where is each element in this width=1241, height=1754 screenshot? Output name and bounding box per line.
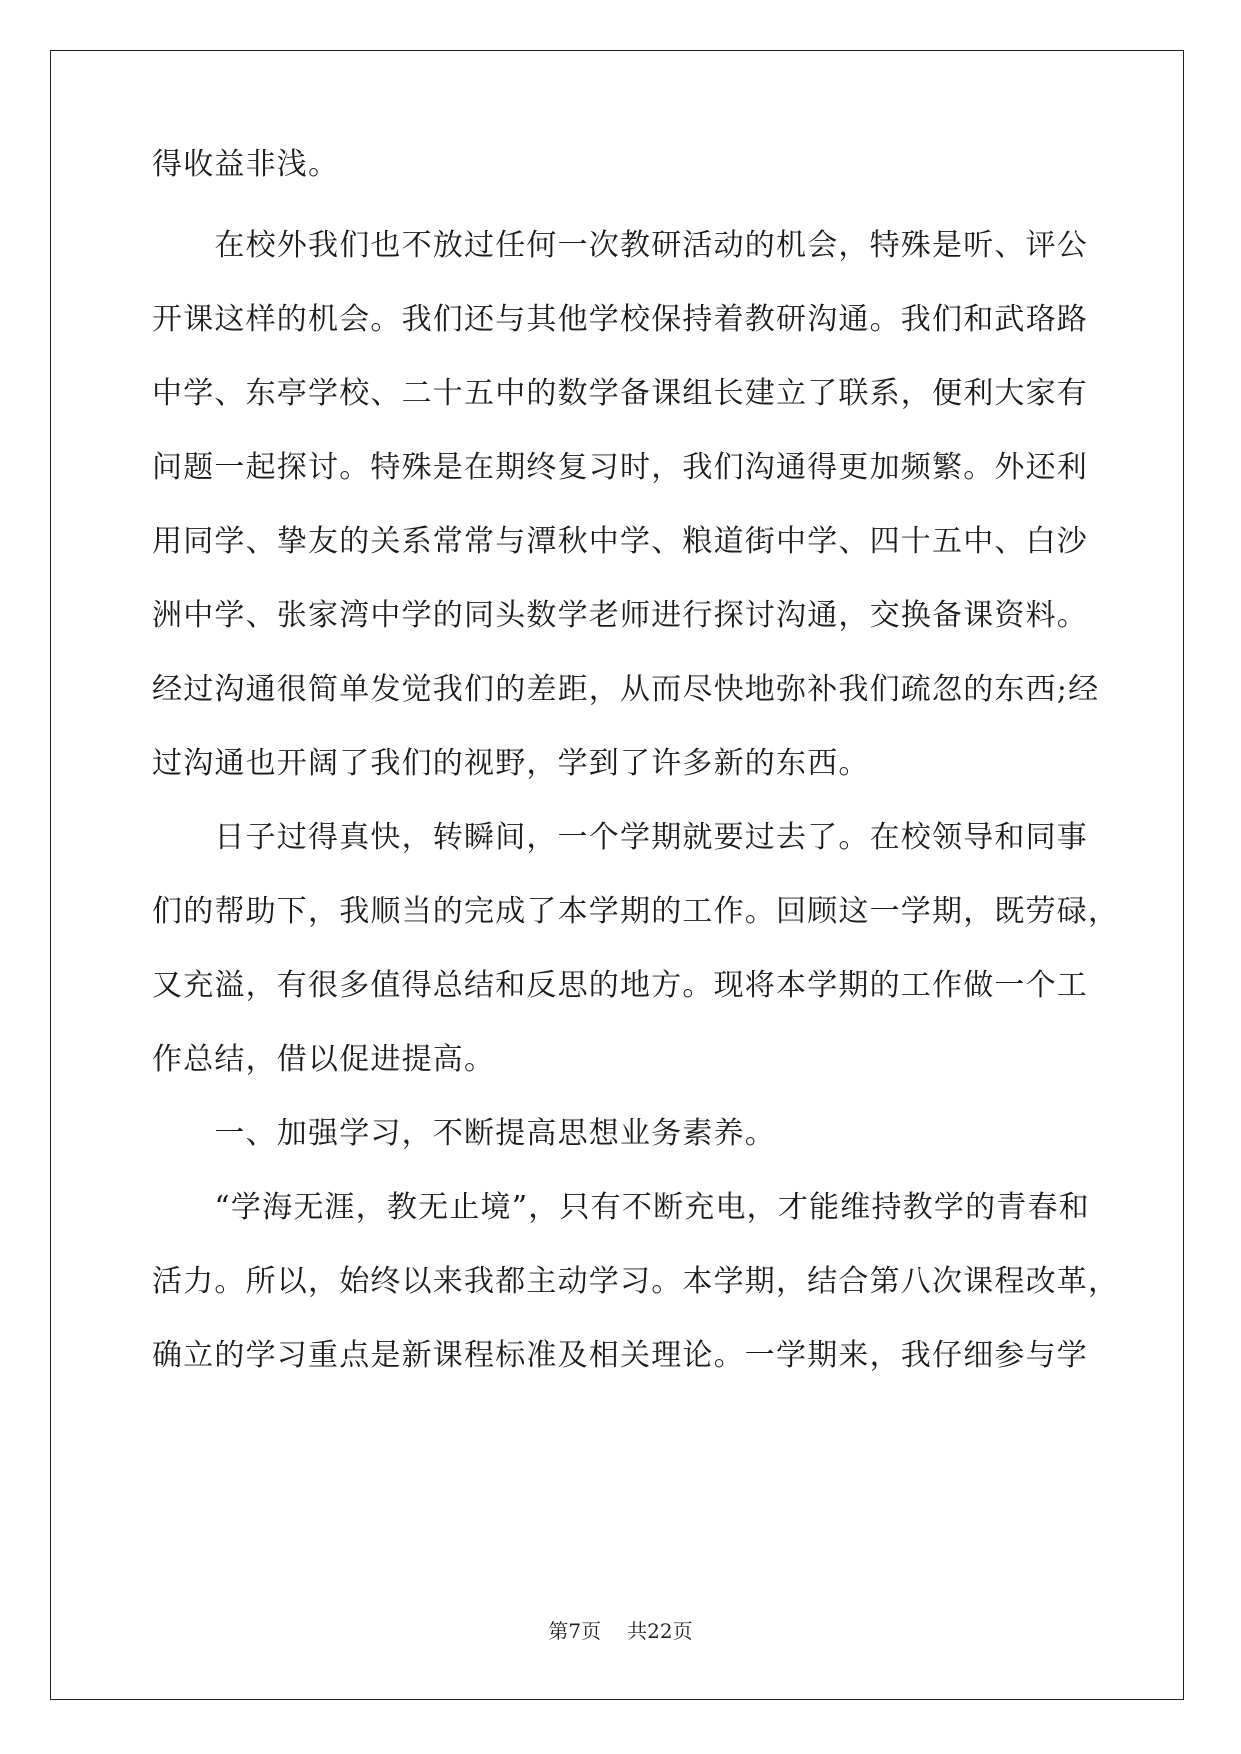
text-line: 用同学、挚友的关系常常与潭秋中学、粮道街中学、四十五中、白沙: [152, 524, 1088, 559]
text-line: 问题一起探讨。特殊是在期终复习时，我们沟通得更加频繁。外还利: [152, 450, 1088, 485]
text-line: 得收益非浅。: [152, 147, 340, 182]
text-line: 在校外我们也不放过任何一次教研活动的机会，特殊是听、评公: [152, 228, 1088, 263]
page-footer: [0, 1615, 1241, 1644]
text-line: 确立的学习重点是新课程标准及相关理论。一学期来，我仔细参与学: [152, 1338, 1088, 1373]
text-line: 作总结，借以促进提高。: [152, 1042, 496, 1077]
text-line: 洲中学、张家湾中学的同头数学老师进行探讨沟通，交换备课资料。: [152, 598, 1088, 633]
text-line: “学海无涯，教无止境”，只有不断充电，才能维持教学的青春和: [152, 1190, 1090, 1225]
text-line: 又充溢，有很多值得总结和反思的地方。现将本学期的工作做一个工: [152, 968, 1088, 1003]
text-line: 一、加强学习，不断提高思想业务素养。: [152, 1116, 776, 1151]
text-line: 过沟通也开阔了我们的视野，学到了许多新的东西。: [152, 746, 870, 781]
text-line: 开课这样的机会。我们还与其他学校保持着教研沟通。我们和武珞路: [152, 302, 1088, 337]
text-line: 中学、东亭学校、二十五中的数学备课组长建立了联系，便利大家有: [152, 376, 1088, 411]
text-line: 们的帮助下，我顺当的完成了本学期的工作。回顾这一学期，既劳碌，: [152, 894, 1120, 929]
page-number: 第7页: [548, 1619, 602, 1643]
text-line: 日子过得真快，转瞬间，一个学期就要过去了。在校领导和同事: [152, 820, 1088, 855]
text-line: 经过沟通很简单发觉我们的差距，从而尽快地弥补我们疏忽的东西;经: [152, 672, 1100, 707]
page-total: 共22页: [627, 1619, 693, 1643]
page-border: [50, 50, 1184, 1700]
text-line: 活力。所以，始终以来我都主动学习。本学期，结合第八次课程改革，: [152, 1264, 1120, 1299]
